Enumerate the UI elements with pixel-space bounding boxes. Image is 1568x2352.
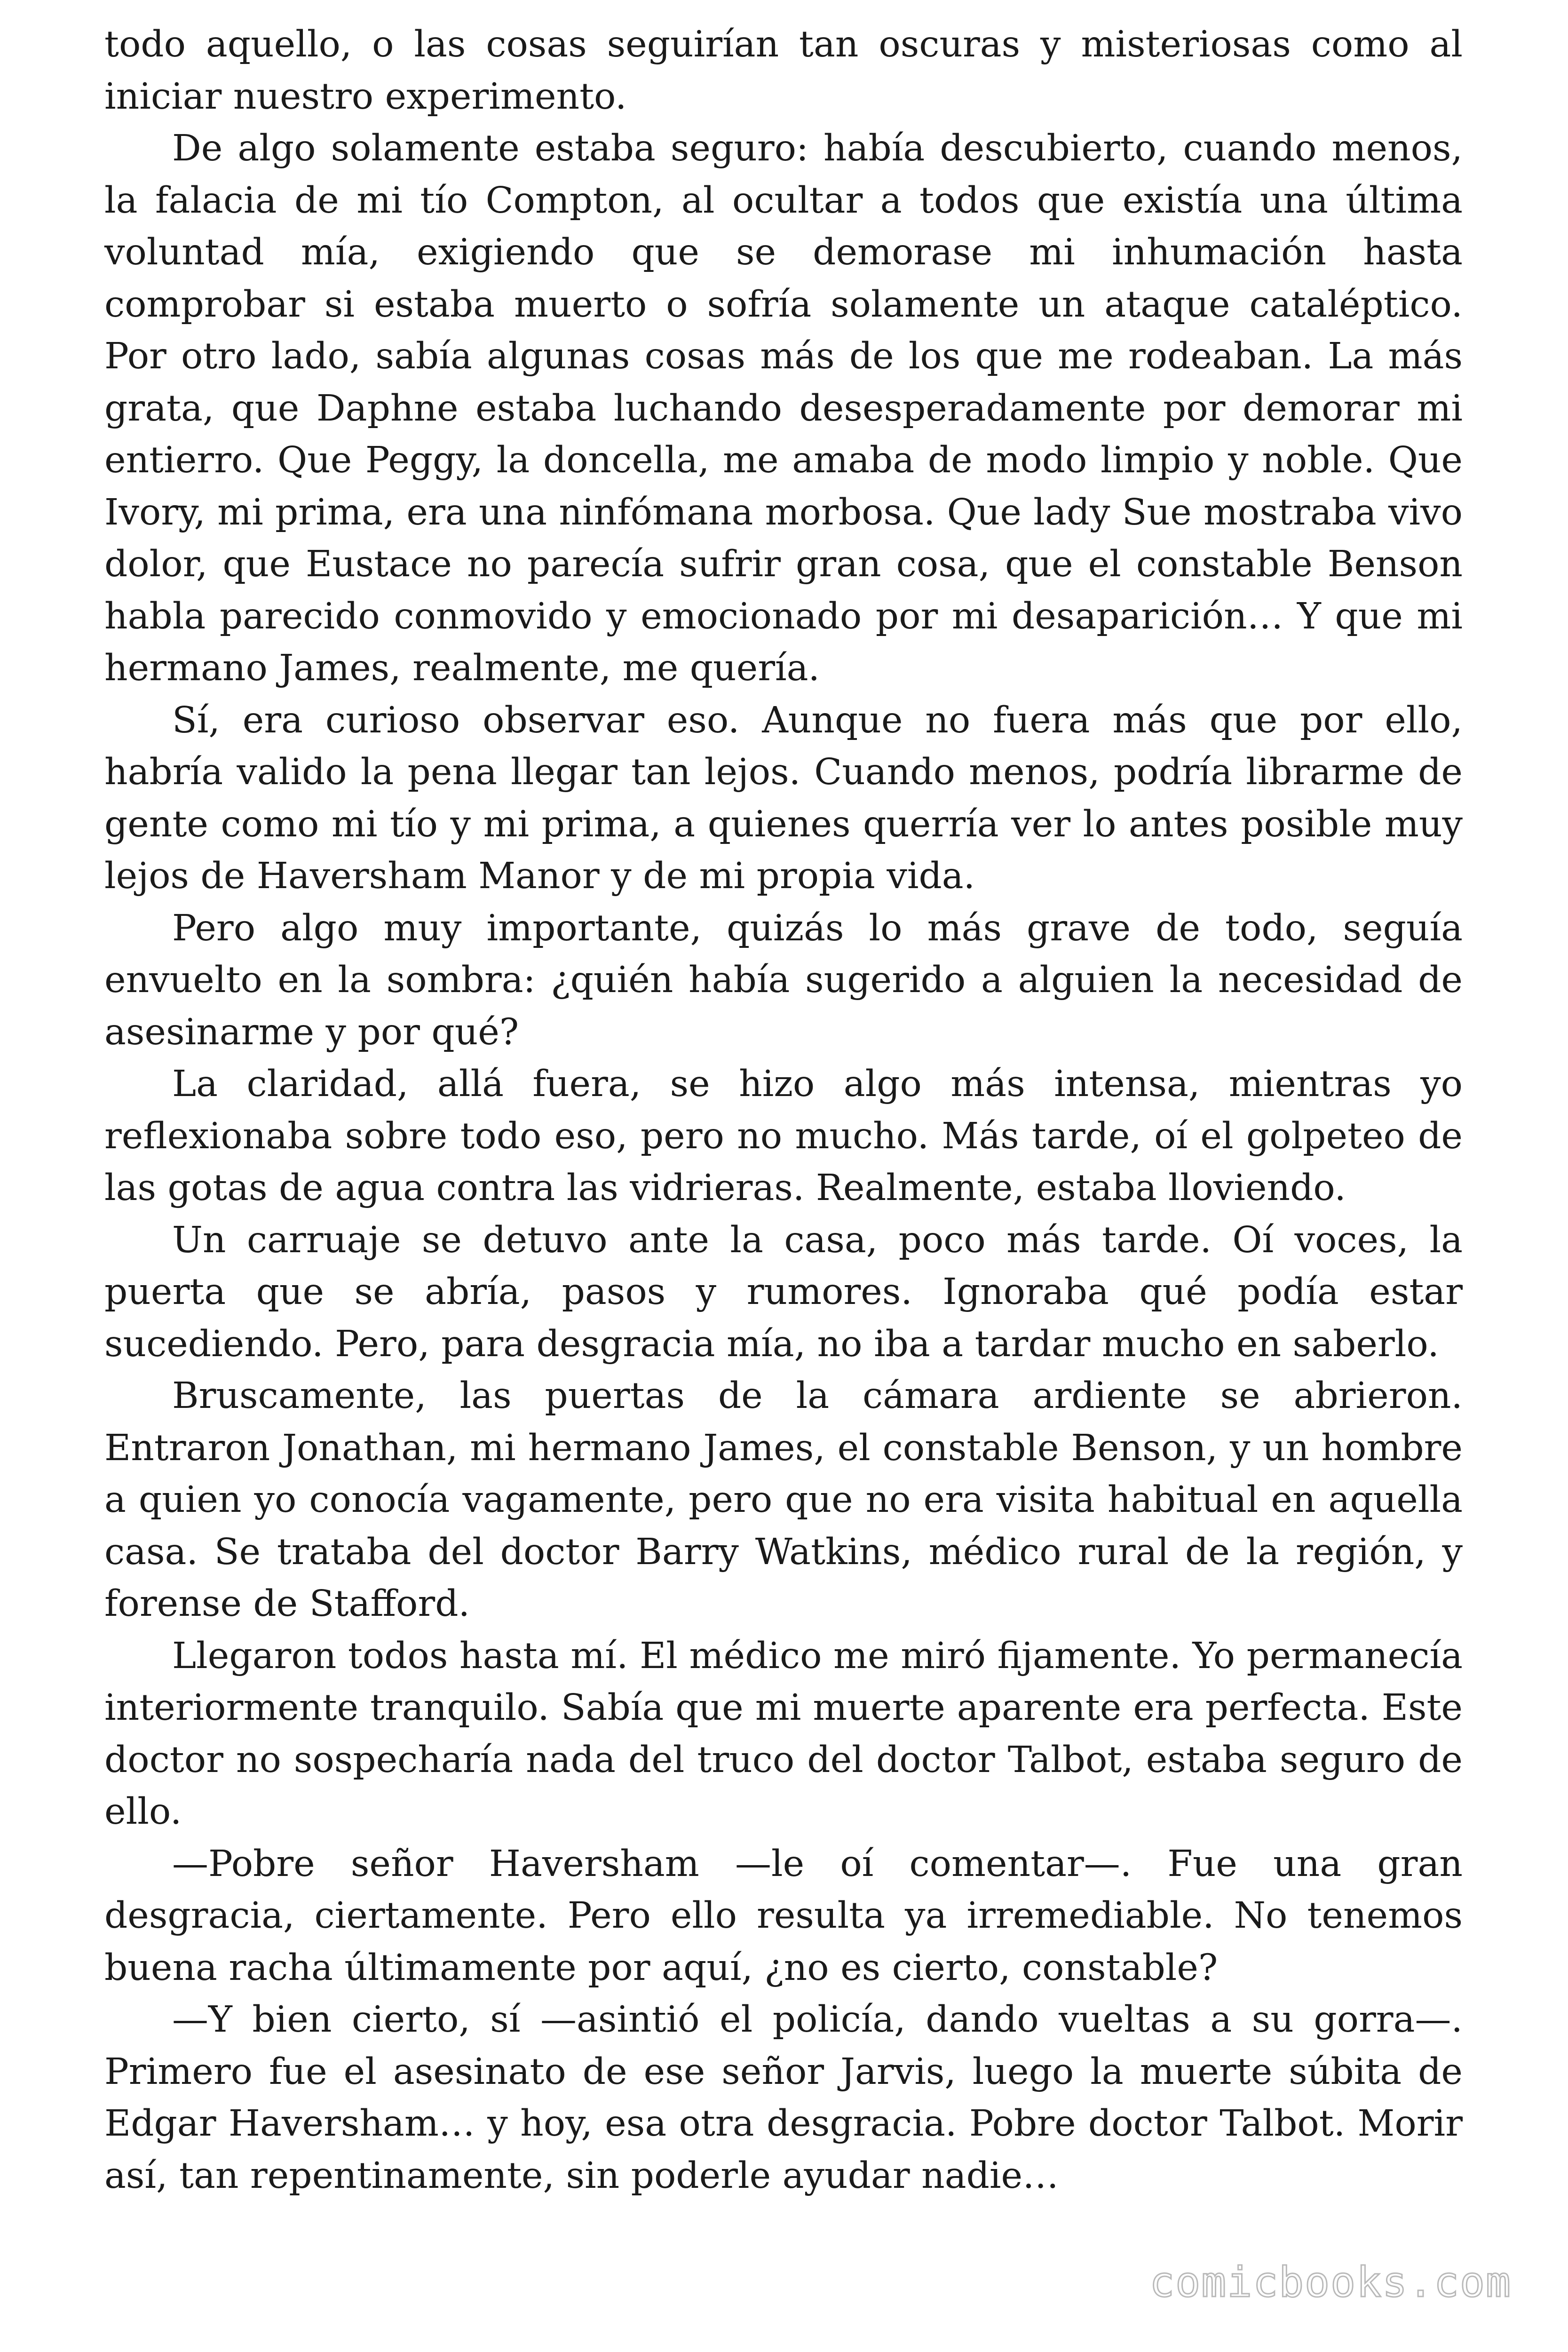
book-page-text (104, 19, 1463, 2202)
paragraph-4: Pero algo muy importante, quizás lo más grave de todo, seguía envuelto en la sombra: ¿quién había sugerido a alguien la necesidad de asesinarme y por qué? (104, 907, 1463, 1053)
paragraph-10: —Y bien cierto, sí —asintió el policía, dando vueltas a su gorra—. Primero fue el asesinato de ese señor Jarvis, luego la muerte súbita de Edgar Haversham… y hoy, esa otra desgracia. Pobre doctor Talbot. Morir así, tan repentinamente, sin poderle ayudar nadie… (104, 1999, 1463, 2197)
paragraph-5: La claridad, allá fuera, se hizo algo más intensa, mientras yo reflexionaba sobre todo eso, pero no mucho. Más tarde, oí el golpeteo de las gotas de agua contra las vidrieras. Realmente, estaba lloviendo. (104, 1063, 1463, 1209)
paragraph-8: Llegaron todos hasta mí. El médico me miró fijamente. Yo permanecía interiormente tranquilo. Sabía que mi muerte aparente era perfecta. Este doctor no sospecharía nada del truco del doctor Talbot, estaba seguro de ello. (104, 1635, 1463, 1833)
paragraph-7: Bruscamente, las puertas de la cámara ardiente se abrieron. Entraron Jonathan, mi hermano James, el constable Benson, y un hombre a quien yo conocía vagamente, pero que no era visita habitual en aquella casa. Se trataba del doctor Barry Watkins, médico rural de la región, y forense de Stafford. (104, 1375, 1463, 1625)
watermark-logo: comicbooks.com (1149, 2258, 1512, 2306)
paragraph-1: todo aquello, o las cosas seguirían tan oscuras y misteriosas como al iniciar nuestro experimento. (104, 24, 1463, 118)
paragraph-3: Sí, era curioso observar eso. Aunque no fuera más que por ello, habría valido la pena llegar tan lejos. Cuando menos, podría librarme de gente como mi tío y mi prima, a quienes querría ver lo antes posible muy lejos de Haversham Manor y de mi propia vida. (104, 699, 1463, 897)
paragraph-9: —Pobre señor Haversham —le oí comentar—. Fue una gran desgracia, ciertamente. Pero ello resulta ya irremediable. No tenemos buena racha últimamente por aquí, ¿no es cierto, constable? (104, 1843, 1463, 1989)
paragraph-2: De algo solamente estaba seguro: había descubierto, cuando menos, la falacia de mi tío Compton, al ocultar a todos que existía una última voluntad mía, exigiendo que se demorase mi inhumación hasta comprobar si estaba muerto o sofría solamente un ataque cataléptico. Por otro lado, sabía algunas cosas más de los que me rodeaban. La más grata, que Daphne estaba luchando desesperadamente por demorar mi entierro. Que Peggy, la doncella, me amaba de modo limpio y noble. Que Ivory, mi prima, era una ninfómana morbosa. Que lady Sue mostraba vivo dolor, que Eustace no parecía sufrir gran cosa, que el constable Benson habla parecido conmovido y emocionado por mi desaparición… Y que mi hermano James, realmente, me quería. (104, 127, 1463, 689)
paragraph-6: Un carruaje se detuvo ante la casa, poco más tarde. Oí voces, la puerta que se abría, pasos y rumores. Ignoraba qué podía estar sucediendo. Pero, para desgracia mía, no iba a tardar mucho en saberlo. (104, 1219, 1463, 1365)
